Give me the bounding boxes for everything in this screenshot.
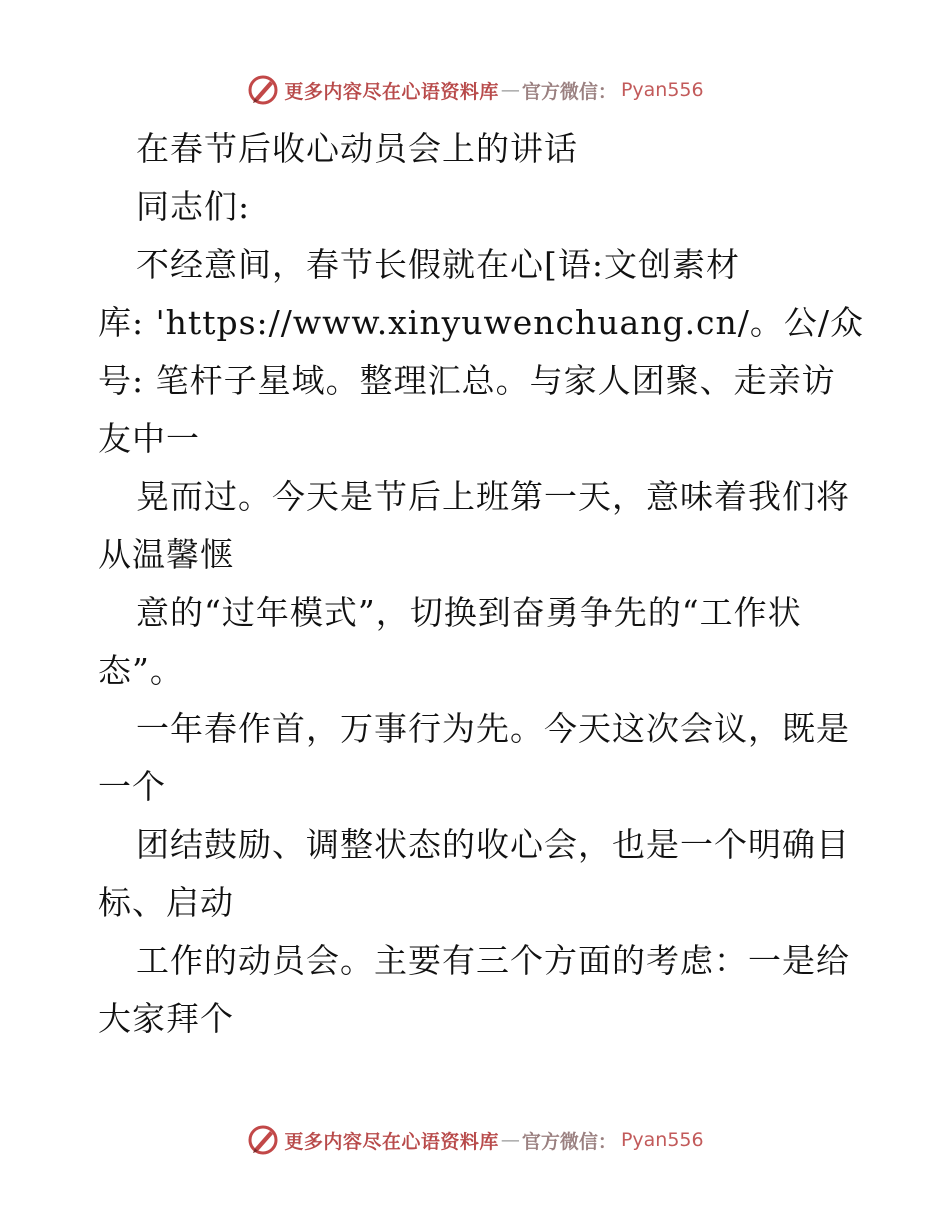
banner-separator: — [500, 79, 520, 101]
document-title: 在春节后收心动员会上的讲话 [136, 129, 578, 168]
text-line: 态”。 [98, 651, 184, 690]
text-line: 库: 'https://www.xinyuwenchuang.cn/。公/众 [98, 303, 865, 342]
banner-text: 更多内容尽在心语资料库 [284, 1130, 499, 1153]
banner-wechat-id: Pyan556 [620, 1129, 704, 1151]
banner-wechat-id: Pyan556 [620, 79, 704, 101]
text-line: 团结鼓励、调整状态的收心会，也是一个明确目 [136, 825, 850, 864]
text-line: 标、启动 [98, 883, 234, 922]
text-line: 晃而过。今天是节后上班第一天，意味着我们将 [136, 477, 850, 516]
text-line: 一个 [98, 767, 166, 806]
banner-wechat-label: 官方微信： [521, 80, 617, 103]
text-line: 意的“过年模式”，切换到奋勇争先的“工作状 [136, 593, 802, 632]
text-line: 不经意间，春节长假就在心[语:文创素材 [136, 245, 740, 284]
quill-logo-icon [246, 1123, 280, 1157]
text-line: 大家拜个 [98, 999, 234, 1038]
salutation: 同志们: [136, 187, 251, 226]
text-line: 号: 笔杆子星域。整理汇总。与家人团聚、走亲访 [98, 361, 836, 400]
banner-separator: — [500, 1129, 520, 1151]
footer-banner [0, 1120, 950, 1160]
quill-logo-icon [246, 73, 280, 107]
header-banner [0, 70, 950, 110]
document-body [98, 120, 865, 1048]
text-line: 友中一 [98, 419, 200, 458]
text-line: 一年春作首，万事行为先。今天这次会议，既是 [136, 709, 850, 748]
banner-text: 更多内容尽在心语资料库 [284, 80, 499, 103]
text-line: 工作的动员会。主要有三个方面的考虑：一是给 [136, 941, 850, 980]
text-line: 从温馨惬 [98, 535, 234, 574]
banner-wechat-label: 官方微信： [521, 1130, 617, 1153]
